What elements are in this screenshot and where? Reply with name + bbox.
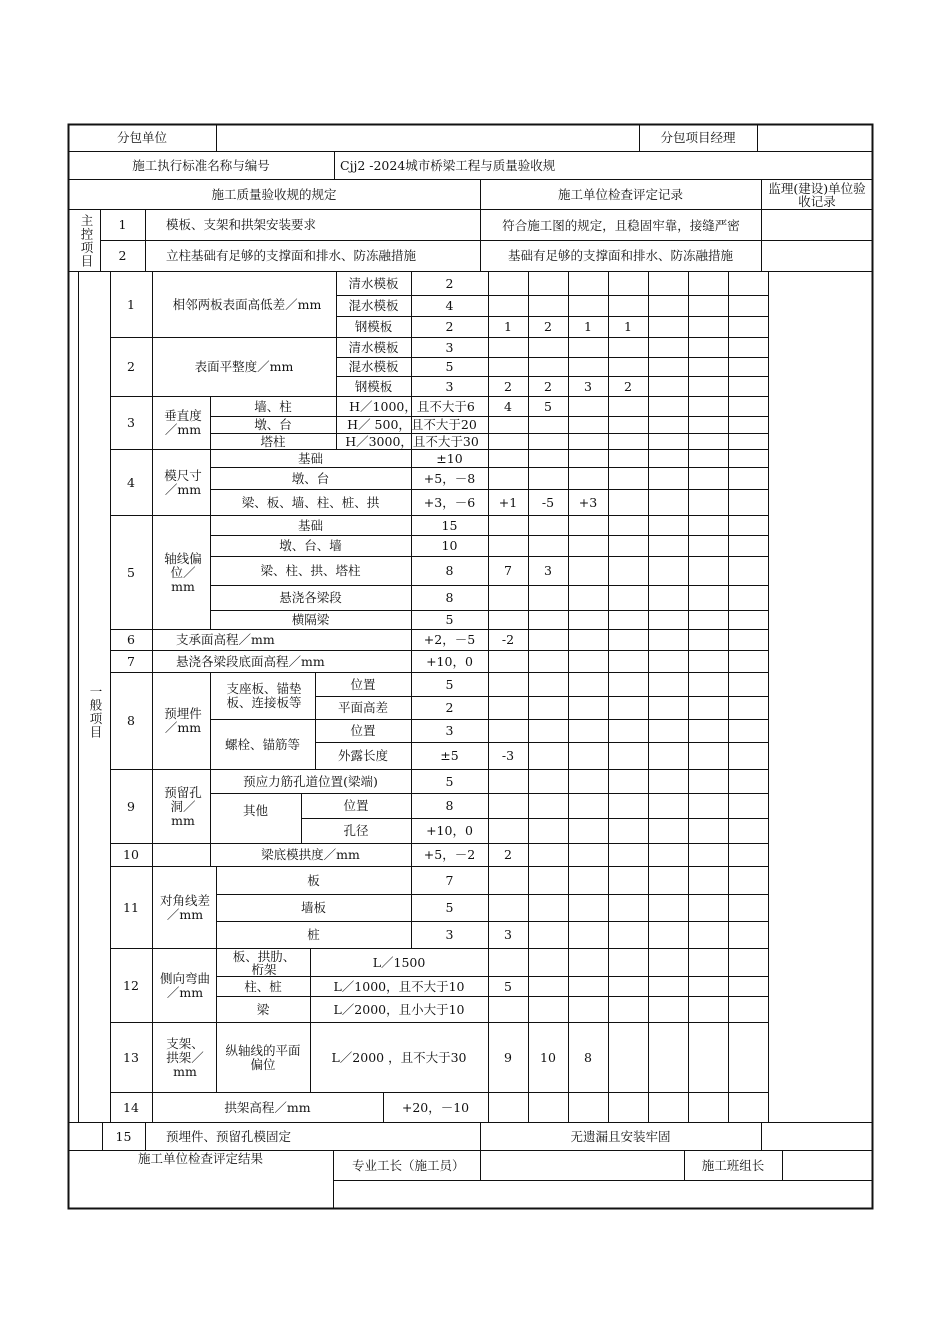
sub-item: 墩、台 <box>254 417 292 432</box>
main-item-text: 立柱基础有足够的支撑面和排水、防冻融措施 <box>166 248 417 263</box>
measured-value: -2 <box>501 632 515 647</box>
allowed-value: 5 <box>445 900 454 915</box>
item-no: 2 <box>127 359 135 374</box>
allowed-value: 2 <box>445 275 454 291</box>
measured-value: 3 <box>544 563 552 578</box>
item-no: 4 <box>127 474 135 490</box>
allowed-value: +20，－10 <box>401 1099 470 1115</box>
item-no: 8 <box>127 713 135 728</box>
measured-value: 3 <box>584 378 592 394</box>
item-no: 9 <box>127 798 135 814</box>
allowed-value: 5 <box>445 773 454 789</box>
item-no: 13 <box>123 1049 139 1065</box>
item-name: 相邻两板表面高低差／mm <box>172 296 322 312</box>
supervisor-column-header: 监理(建设)单位验收记录 <box>768 180 866 209</box>
allowed-value: H／3000，且不大于30 <box>345 433 479 449</box>
measured-value: 5 <box>544 398 552 414</box>
sub-item: 梁 <box>256 1001 270 1017</box>
item-name: 侧向弯曲／mm <box>160 970 211 1000</box>
measured-value: 10 <box>540 1049 556 1065</box>
item-name: 垂直度／mm <box>164 408 202 437</box>
allowed-value: 3 <box>445 339 454 355</box>
supervisor-general-field[interactable] <box>769 272 872 1122</box>
allowed-value: 3 <box>445 927 454 942</box>
item-no: 10 <box>123 847 139 862</box>
allowed-value: 3 <box>445 723 454 738</box>
item-name: 预埋件、预留孔模固定 <box>166 1128 292 1144</box>
allowed-value: L／2000，且小大于10 <box>333 1001 465 1017</box>
measured-value: 2 <box>544 378 552 394</box>
item-name: 预留孔洞／mm <box>164 784 202 828</box>
main-item-text: 模板、支架和拱架安装要求 <box>166 217 317 232</box>
item-no: 1 <box>127 296 135 312</box>
item-no: 5 <box>127 564 135 580</box>
measured-value: +1 <box>498 494 518 510</box>
sub-item: 位置 <box>343 798 369 813</box>
sub-item: 混水模板 <box>348 359 399 374</box>
allowed-value: H／ 500，且不大于20 <box>347 417 477 432</box>
sub-group: 螺栓、锚筋等 <box>224 736 300 752</box>
standard-value: Cjj2 -2024城市桥梁工程与质量验收规 <box>340 157 556 173</box>
check-column-header: 施工单位检查评定记录 <box>557 186 683 202</box>
item-name: 支承面高程／mm <box>176 632 275 647</box>
general-items-label: 一般项目 <box>88 685 103 739</box>
main-item-no: 2 <box>118 248 127 263</box>
measured-value: 8 <box>584 1049 592 1065</box>
allowed-value: L／1500 <box>372 954 426 970</box>
item-name: 对角线差／mm <box>160 892 211 922</box>
measured-value: 2 <box>504 847 512 862</box>
foreman-field[interactable] <box>481 1151 684 1180</box>
sub-item: 板、拱肋、桁架 <box>232 948 296 977</box>
sub-item: 纵轴线的平面偏位 <box>225 1042 301 1072</box>
sub-item: 桩 <box>307 927 320 942</box>
sub-item: 板 <box>307 872 320 888</box>
sub-item: 清水模板 <box>348 275 399 291</box>
item-name: 表面平整度／mm <box>194 359 294 374</box>
item-name: 梁底模拱度／mm <box>261 847 360 862</box>
measured-value: 9 <box>504 1049 512 1065</box>
item-result: 无遗漏且安装牢固 <box>570 1128 671 1144</box>
item-no: 11 <box>123 899 139 915</box>
team-leader-field[interactable] <box>783 1151 872 1180</box>
allowed-value: +5，－8 <box>423 470 476 486</box>
item-name: 拱架高程／mm <box>224 1099 311 1115</box>
allowed-value: 5 <box>445 359 454 374</box>
allowed-value: 8 <box>445 590 454 605</box>
allowed-value: 3 <box>445 378 454 394</box>
item-no: 7 <box>127 653 135 669</box>
allowed-value: 8 <box>445 798 454 813</box>
allowed-value: ±10 <box>436 450 463 466</box>
item-no: 6 <box>127 632 135 647</box>
item-name: 支架、拱架／mm <box>166 1035 204 1079</box>
item-no: 15 <box>115 1128 132 1144</box>
measured-value: 2 <box>544 319 552 334</box>
supervisor-record-field[interactable] <box>762 210 872 271</box>
allowed-value: 5 <box>445 676 454 692</box>
foreman-label: 专业工长（施工员） <box>352 1158 465 1173</box>
main-item-no: 1 <box>118 217 127 232</box>
sub-item: 梁、板、墙、柱、桩、拱 <box>241 494 380 510</box>
result-field[interactable] <box>69 1170 333 1208</box>
sub-group: 其他 <box>242 802 268 818</box>
item-name: 悬浇各梁段底面高程／mm <box>176 653 325 669</box>
sub-item: 柱、桩 <box>244 978 282 994</box>
allowed-value: 8 <box>445 563 454 578</box>
main-items-label: 主控项目 <box>79 213 94 268</box>
item-no: 14 <box>123 1099 139 1115</box>
allowed-value: 5 <box>445 612 454 627</box>
sub-item: 悬浇各梁段 <box>279 590 342 605</box>
allowed-value: ±5 <box>440 748 459 763</box>
sub-item: 外露长度 <box>337 748 388 763</box>
measured-value: 5 <box>504 978 512 994</box>
sub-item: 基础 <box>297 517 323 533</box>
sub-item: 基础 <box>297 450 323 466</box>
sub-item: 墩、台 <box>291 470 330 486</box>
allowed-value: 15 <box>441 517 458 533</box>
sub-item: 钢模板 <box>354 378 393 394</box>
measured-value: 1 <box>624 319 632 334</box>
sub-unit-label: 分包单位 <box>116 130 167 145</box>
sub-item: 塔柱 <box>260 433 286 449</box>
standard-label: 施工执行标准名称与编号 <box>132 157 270 173</box>
allowed-value: L／1000，且不大于10 <box>333 978 465 994</box>
allowed-value: +3，－6 <box>423 494 476 510</box>
allowed-value: H／1000，且不大于6 <box>349 398 475 414</box>
allowed-value: 2 <box>445 319 454 334</box>
main-item-result: 基础有足够的支撑面和排水、防冻融措施 <box>507 248 733 263</box>
team-leader-label: 施工班组长 <box>701 1157 765 1173</box>
sub-item: 位置 <box>350 723 376 738</box>
item-no: 12 <box>123 977 139 993</box>
allowed-value: 2 <box>445 700 454 715</box>
allowed-value: +10，0 <box>426 823 473 838</box>
measured-value: 2 <box>624 378 632 394</box>
sub-item: 梁、柱、拱、塔柱 <box>260 563 361 578</box>
item-name: 轴线偏位／mm <box>164 550 202 594</box>
item-no: 3 <box>127 415 135 430</box>
allowed-value: 4 <box>445 298 454 313</box>
measured-value: 1 <box>584 319 592 334</box>
sub-item: 清水模板 <box>348 339 399 355</box>
allowed-value: 7 <box>445 872 454 888</box>
main-item-result: 符合施工图的规定，且稳固牢靠，接缝严密 <box>502 217 740 233</box>
measured-value: -3 <box>501 748 515 763</box>
sub-item: 钢模板 <box>354 319 393 334</box>
sub-item: 位置 <box>350 676 376 692</box>
measured-value: +3 <box>578 494 598 510</box>
item-name: 预埋件／mm <box>164 706 202 735</box>
sub-item: 混水模板 <box>348 298 399 313</box>
allowed-value: L／2000 ，且不大于30 <box>331 1049 467 1065</box>
allowed-value: +2，－5 <box>423 632 476 647</box>
sub-item: 横隔梁 <box>291 612 330 627</box>
measured-value: 4 <box>504 398 512 414</box>
measured-value: 7 <box>504 563 512 578</box>
duct-position-label: 预应力筋孔道位置(梁端) <box>243 773 378 789</box>
sub-pm-label: 分包项目经理 <box>660 130 736 145</box>
sub-unit-value-field[interactable] <box>217 125 639 151</box>
sub-pm-value-field[interactable] <box>758 125 872 151</box>
item-name: 模尺寸／mm <box>164 467 202 497</box>
result-label: 施工单位检查评定结果 <box>137 1151 263 1166</box>
sub-item: 墙、柱 <box>254 398 292 414</box>
sub-item: 墙板 <box>300 900 326 915</box>
measured-value: 1 <box>504 319 512 334</box>
allowed-value: 10 <box>441 538 458 553</box>
sub-group: 支座板、锚垫板、连接板等 <box>226 681 302 710</box>
sub-item: 墩、台、墙 <box>279 538 342 553</box>
measured-value: 3 <box>504 927 512 942</box>
measured-value: -5 <box>541 494 555 510</box>
measured-value: 2 <box>504 378 512 394</box>
sub-item: 孔径 <box>343 823 369 838</box>
allowed-value: +5，－2 <box>423 847 476 862</box>
rule-column-header: 施工质量验收规的规定 <box>211 186 337 202</box>
sub-item: 平面高差 <box>337 700 388 715</box>
allowed-value: +10，0 <box>426 653 473 669</box>
